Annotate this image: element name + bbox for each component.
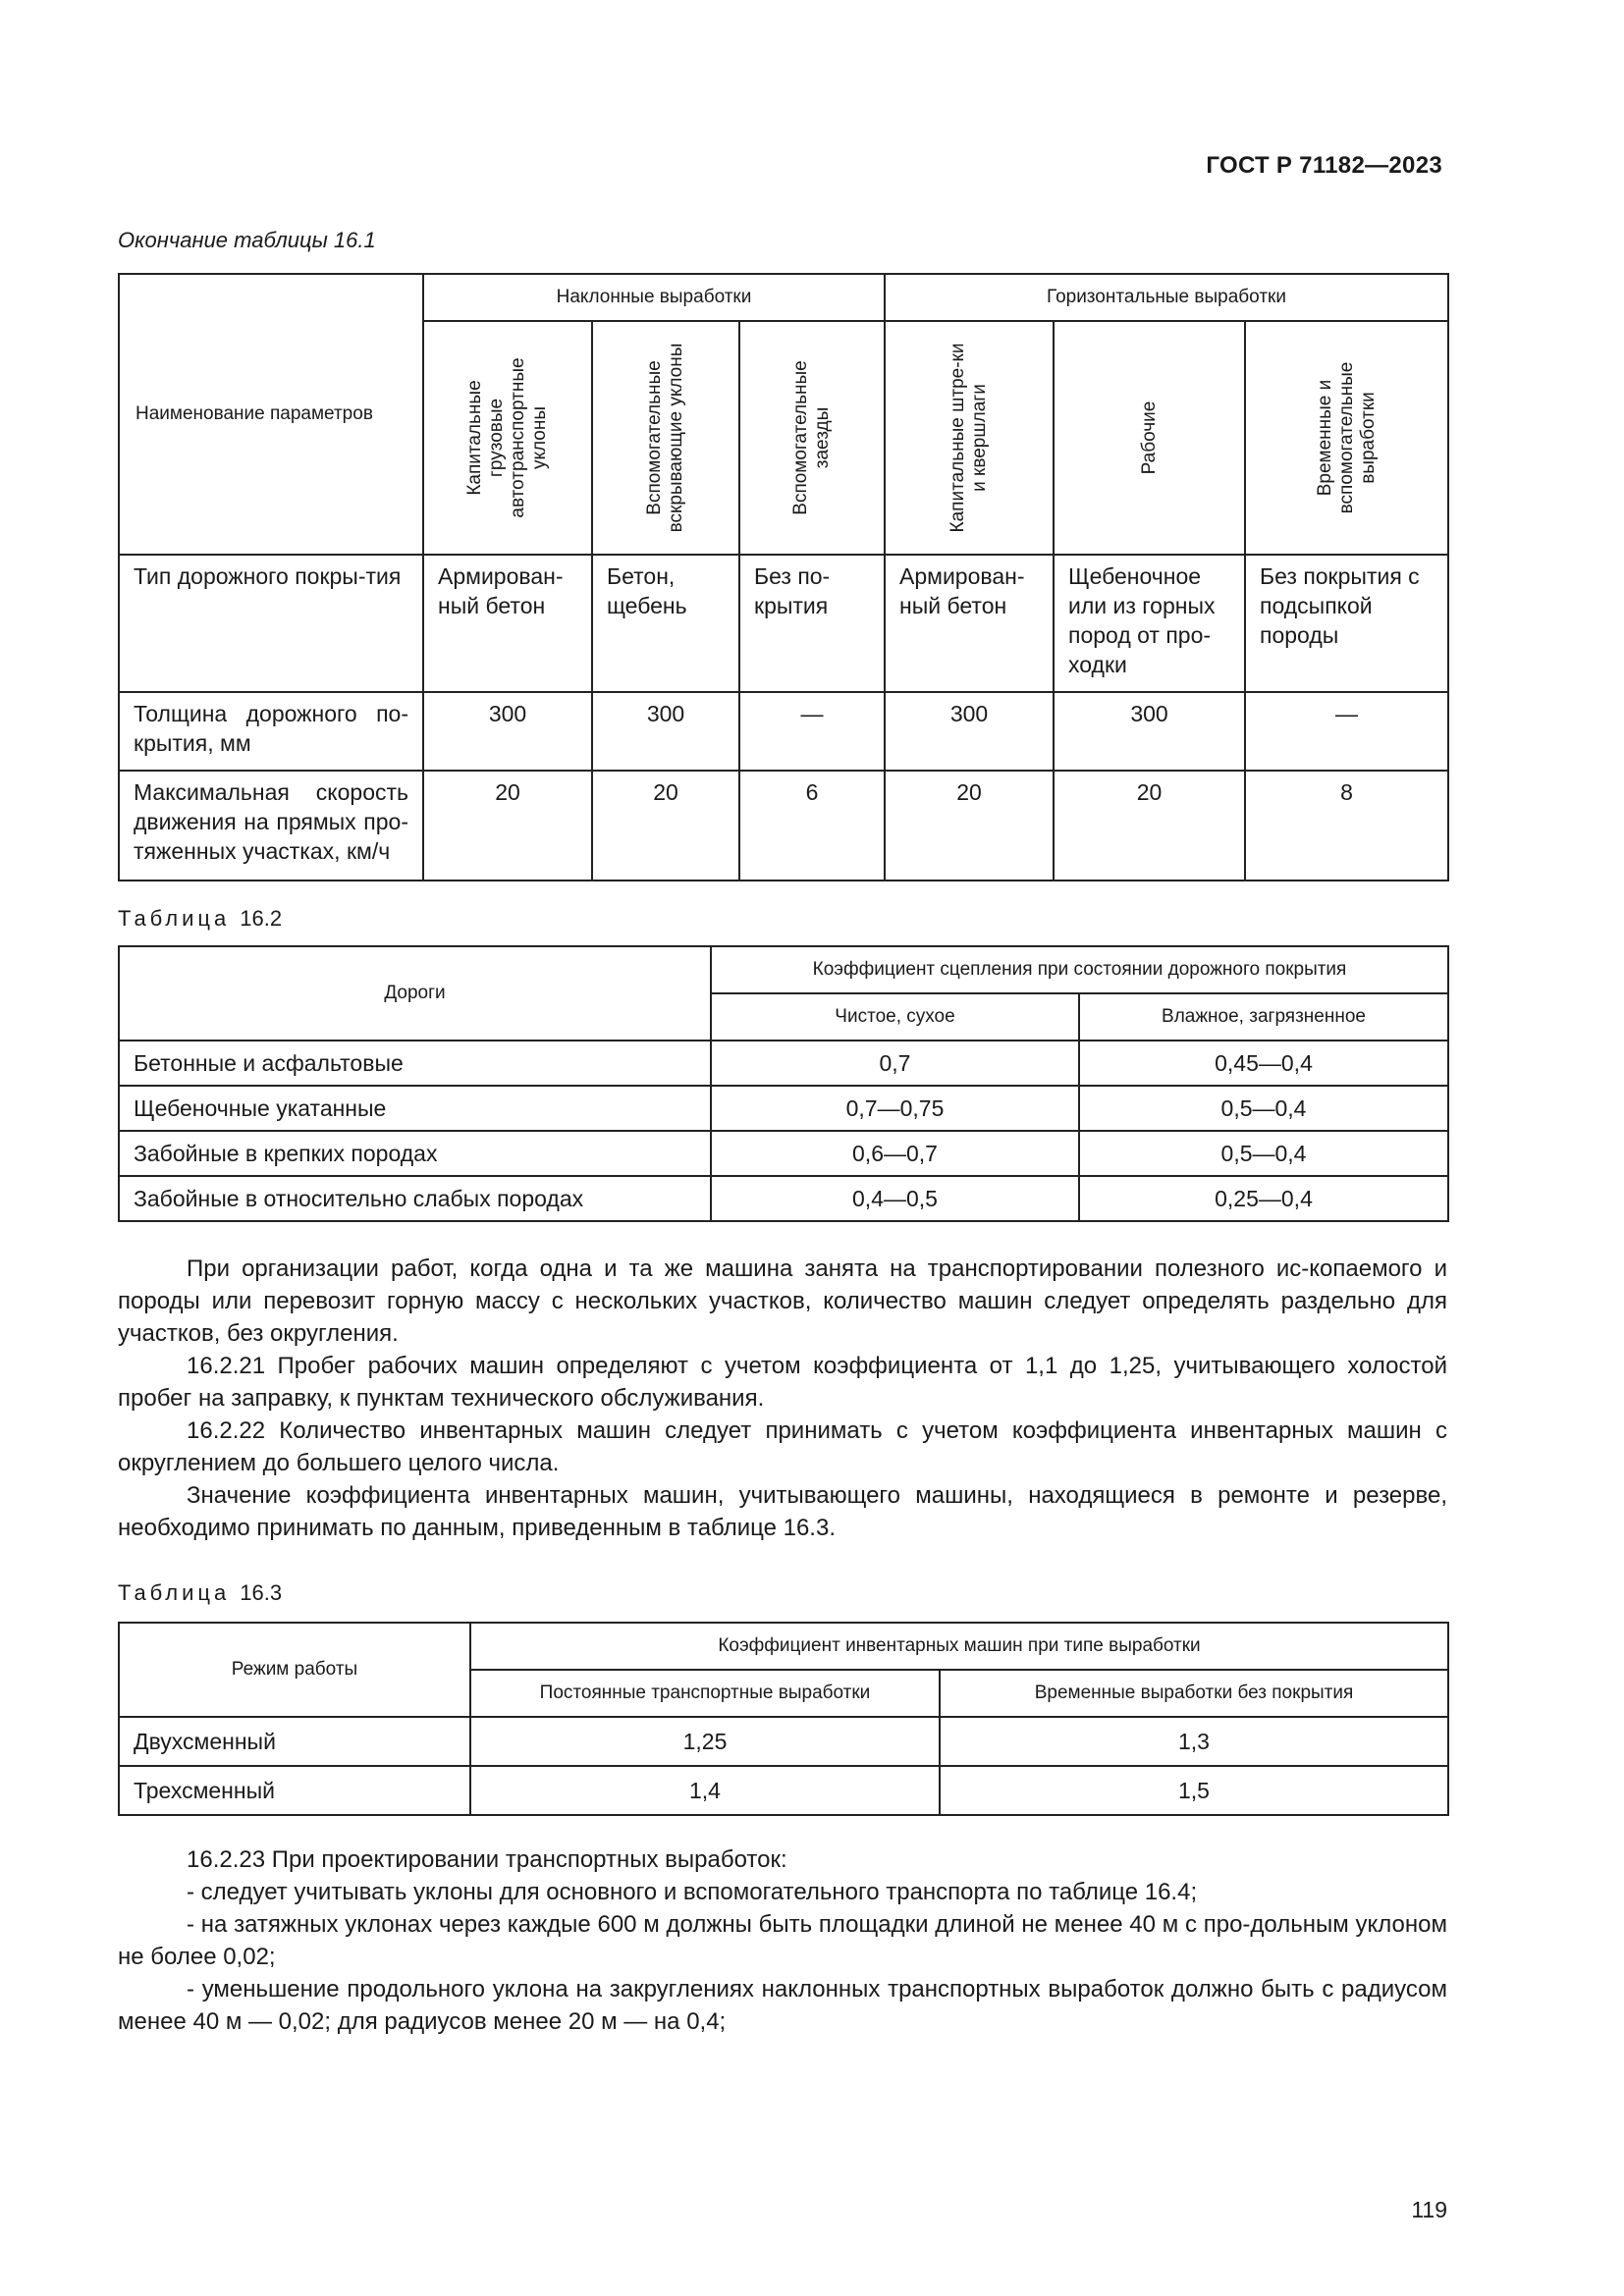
column-header: Временные и вспомогательные выработки bbox=[1245, 321, 1448, 555]
table-cell: 300 bbox=[1054, 692, 1245, 771]
table-16-2 bbox=[118, 945, 1449, 1222]
row-name: Толщина дорожного по-крытия, мм bbox=[119, 692, 423, 771]
table-cell: Без по-крытия bbox=[739, 555, 885, 692]
standard-code: ГОСТ Р 71182—2023 bbox=[1206, 152, 1442, 179]
table-cell: 1,5 bbox=[940, 1766, 1448, 1815]
table-16-3-caption bbox=[118, 1580, 282, 1606]
table-cell: 0,4—0,5 bbox=[711, 1176, 1079, 1221]
list-item: - уменьшение продольного уклона на закруглениях наклонных транспортных выработок должно быть с радиусом менее 40 м — 0,02; для радиусов менее 20 м — на 0,4; bbox=[118, 1976, 1447, 2035]
table-caption-label: Таблица bbox=[118, 1580, 231, 1605]
sub-header-dry: Чистое, сухое bbox=[711, 993, 1079, 1041]
table-16-2-caption bbox=[118, 906, 282, 932]
column-header: Рабочие bbox=[1054, 321, 1245, 555]
body-text-block-2 bbox=[118, 1843, 1447, 2038]
table-cell: 300 bbox=[423, 692, 592, 771]
sub-header-permanent: Постоянные транспортные выработки bbox=[470, 1670, 940, 1717]
roads-header: Дороги bbox=[119, 946, 711, 1041]
table-caption-number: 16.3 bbox=[240, 1580, 283, 1605]
table-cell: Бетон, щебень bbox=[592, 555, 739, 692]
table-cell: 20 bbox=[592, 771, 739, 881]
table-16-1 bbox=[118, 273, 1449, 881]
table-cell: 0,7—0,75 bbox=[711, 1086, 1079, 1131]
group-header-horizontal: Горизонтальные выработки bbox=[885, 274, 1448, 321]
table-cell: 20 bbox=[423, 771, 592, 881]
table-row bbox=[119, 1086, 1448, 1131]
list-item: - следует учитывать уклоны для основного и вспомогательного транспорта по таблице 16.4; bbox=[187, 1879, 1198, 1905]
table-cell: 8 bbox=[1245, 771, 1448, 881]
table-cell: Армирован-ный бетон bbox=[885, 555, 1054, 692]
paragraph: Значение коэффициента инвентарных машин, учитывающего машины, находящиеся в ремонте и резерве, необходимо принимать по данным, приведенным в таблице 16.3. bbox=[118, 1482, 1447, 1541]
row-name: Бетонные и асфальтовые bbox=[119, 1041, 711, 1086]
table-cell: 0,45—0,4 bbox=[1079, 1041, 1448, 1086]
table-cell: 1,4 bbox=[470, 1766, 940, 1815]
coef-header: Коэффициент инвентарных машин при типе выработки bbox=[470, 1623, 1448, 1670]
table-cell: 0,25—0,4 bbox=[1079, 1176, 1448, 1221]
table-row bbox=[119, 1176, 1448, 1221]
row-name: Трехсменный bbox=[119, 1766, 470, 1815]
sub-header-temporary: Временные выработки без покрытия bbox=[940, 1670, 1448, 1717]
table-cell: 1,25 bbox=[470, 1717, 940, 1766]
table-cell: 1,3 bbox=[940, 1717, 1448, 1766]
table-row bbox=[119, 1766, 1448, 1815]
row-name: Двухсменный bbox=[119, 1717, 470, 1766]
table-cell: Щебеночное или из горных пород от про-ходки bbox=[1054, 555, 1245, 692]
page-number: 119 bbox=[1411, 2197, 1447, 2222]
row-name: Забойные в относительно слабых породах bbox=[119, 1176, 711, 1221]
column-header: Капитальные штре-ки и квершлаги bbox=[885, 321, 1054, 555]
table-caption-label: Таблица bbox=[118, 906, 231, 931]
table-16-1-caption: Окончание таблицы 16.1 bbox=[118, 228, 376, 252]
table-cell: 20 bbox=[1054, 771, 1245, 881]
list-item: - на затяжных уклонах через каждые 600 м должны быть площадки длиной не менее 40 м с про-дольным уклоном не более 0,02; bbox=[118, 1911, 1447, 1970]
table-row bbox=[119, 1041, 1448, 1086]
row-name: Забойные в крепких породах bbox=[119, 1131, 711, 1176]
mode-header: Режим работы bbox=[119, 1623, 470, 1717]
coef-header: Коэффициент сцепления при состоянии дорожного покрытия bbox=[711, 946, 1448, 993]
row-name: Тип дорожного покры-тия bbox=[119, 555, 423, 692]
paragraph: 16.2.22 Количество инвентарных машин следует принимать с учетом коэффициента инвентарных машин с округлением до большего целого числа. bbox=[118, 1417, 1447, 1476]
table-row bbox=[119, 555, 1448, 692]
table-caption-number: 16.2 bbox=[240, 906, 283, 931]
table-cell: 0,7 bbox=[711, 1041, 1079, 1086]
group-header-inclined: Наклонные выработки bbox=[423, 274, 885, 321]
table-row bbox=[119, 692, 1448, 771]
table-16-3 bbox=[118, 1622, 1449, 1816]
table-row bbox=[119, 1131, 1448, 1176]
table-cell: 0,5—0,4 bbox=[1079, 1131, 1448, 1176]
paragraph: 16.2.21 Пробег рабочих машин определяют с учетом коэффициента от 1,1 до 1,25, учитывающего холостой пробег на заправку, к пунктам технического обслуживания. bbox=[118, 1353, 1447, 1412]
paragraph: При организации работ, когда одна и та же машина занята на транспортировании полезного ис-копаемого и породы или перевозит горную массу с нескольких участков, количество машин следует определять раздельно для участков, без округления. bbox=[118, 1255, 1447, 1347]
row-name: Щебеночные укатанные bbox=[119, 1086, 711, 1131]
paragraph: 16.2.23 При проектировании транспортных выработок: bbox=[187, 1846, 787, 1873]
table-cell: Без покрытия с подсыпкой породы bbox=[1245, 555, 1448, 692]
table-cell: 0,6—0,7 bbox=[711, 1131, 1079, 1176]
table-cell: — bbox=[739, 692, 885, 771]
table-cell: 0,5—0,4 bbox=[1079, 1086, 1448, 1131]
table-cell: — bbox=[1245, 692, 1448, 771]
table-cell: 20 bbox=[885, 771, 1054, 881]
column-header: Вспомогательные вскрывающие уклоны bbox=[592, 321, 739, 555]
table-row bbox=[119, 1717, 1448, 1766]
column-header: Капитальные грузовые автотранспортные уклоны bbox=[423, 321, 592, 555]
body-text-block-1 bbox=[118, 1253, 1447, 1544]
column-header: Вспомогательные заезды bbox=[739, 321, 885, 555]
table-cell: 6 bbox=[739, 771, 885, 881]
table-cell: 300 bbox=[592, 692, 739, 771]
table-cell: Армирован-ный бетон bbox=[423, 555, 592, 692]
param-header: Наименование параметров bbox=[119, 274, 423, 555]
sub-header-wet: Влажное, загрязненное bbox=[1079, 993, 1448, 1041]
row-name: Максимальная скорость движения на прямых про-тяженных участках, км/ч bbox=[119, 771, 423, 881]
table-cell: 300 bbox=[885, 692, 1054, 771]
table-row bbox=[119, 771, 1448, 881]
